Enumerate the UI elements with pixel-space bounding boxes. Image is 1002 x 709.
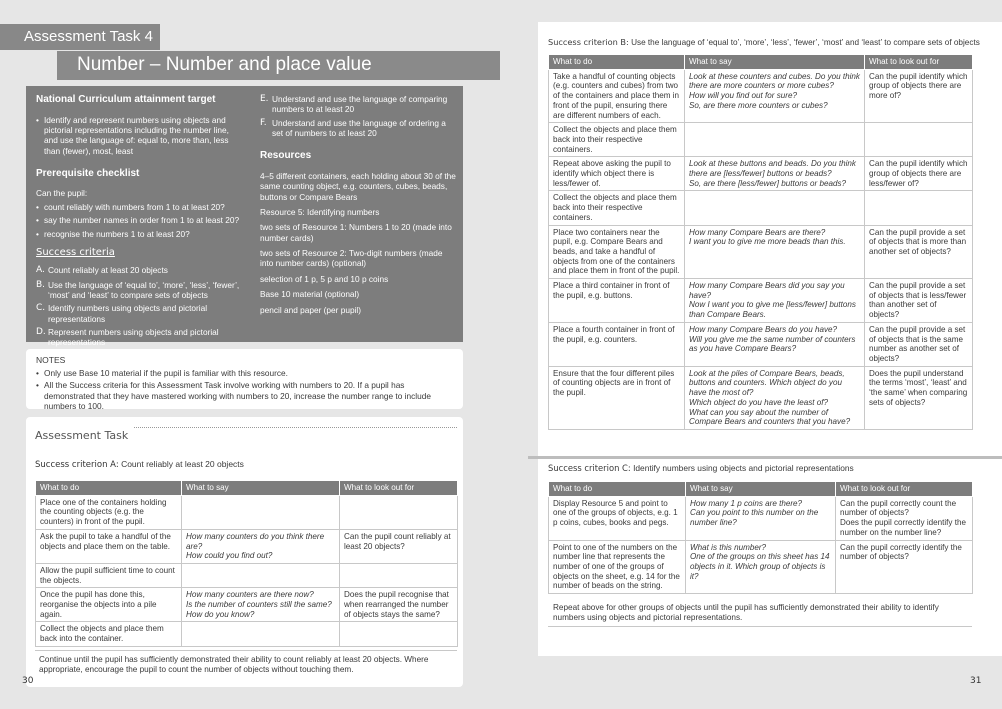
success-item-f: F. Understand and use the language of ordering a set of numbers to at least 20 — [260, 117, 446, 139]
footer-rule — [548, 626, 972, 627]
left-page — [0, 0, 500, 709]
resource-item: selection of 1 p, 5 p and 10 p coins — [260, 273, 389, 284]
resource-item: pencil and paper (per pupil) — [260, 304, 362, 315]
resource-item: two sets of Resource 2: Two-digit numbers (made into number cards) (optional) — [260, 248, 443, 269]
section-divider — [528, 456, 1002, 459]
column-header: What to look out for — [836, 482, 973, 497]
assessment-task-box — [26, 417, 463, 687]
resource-item: two sets of Resource 1: Numbers 1 to 20 (made into number cards) — [260, 222, 452, 243]
table-row: Once the pupil has done this, reorganise the objects into a pile again. How many counters are there now? Is the number of counters still the same? How do you know? Does the pupil recognise that when rearranged the number of objects stays the same? — [36, 588, 458, 622]
table-row: Place one of the containers holding the counting objects (e.g. the counters) in front of the pupil. — [36, 495, 458, 529]
table-row: Collect the objects and place them back into their respective containers. — [549, 123, 973, 157]
column-header: What to do — [549, 55, 685, 70]
table-row: Ensure that the four different piles of counting objects are in front of the pupil. Look at the piles of Compare Bears, beads, buttons and counters. Which object do you have the most of? Which object do you have the least of? What can you say about the number of Compare Bears and counters that you have? Does the pupil understand the terms ‘most’, ‘least’ and ‘the same’ when comparing sets of objects? — [549, 366, 973, 429]
column-header: What to look out for — [340, 481, 458, 496]
table-row: Place a third container in front of the pupil, e.g. buttons. How many Compare Bears did you say you have? Now I want you to give me [less/fewer] buttons than Compare Bears. Can the pupil provide a set of objects that is less/fewer than another set of objects? — [549, 279, 973, 323]
info-panel — [26, 86, 463, 348]
criterion-a-footer: Continue until the pupil has sufficiently demonstrated their ability to count reliably at least 20 objects. Where appropriate, encourage the pupil to count the number of objects without touching them. — [39, 655, 429, 675]
criterion-c-line: Success criterion C: Identify numbers using objects and pictorial representations — [548, 463, 854, 473]
page-title: Number – Number and place value — [57, 51, 500, 80]
table-row: Ask the pupil to take a handful of the objects and place them on the table. How many counters do you think there are? How could you find out? Can the pupil count reliably at least 20 objects? — [36, 529, 458, 563]
criterion-c-footer: Repeat above for other groups of objects until the pupil has sufficiently demonstrated their ability to identify numbers using objects and pictorial representations. — [553, 603, 939, 623]
prereq-bullet: • count reliably with numbers from 1 to at least 20? — [36, 201, 225, 212]
notes-bullet: • Only use Base 10 material if the pupil is familiar with this resource. — [36, 368, 288, 379]
resources-heading: Resources — [260, 150, 312, 162]
criterion-a-line: Success criterion A: Count reliably at least 20 objects — [35, 459, 244, 470]
criterion-c-table — [548, 481, 973, 594]
table-row: Repeat above asking the pupil to identify which object there is less/fewer of. Look at these buttons and beads. Do you think there are [less/fewer] buttons or beads? So, are there [less/fewer] buttons or beads? Can the pupil identify which group of objects there are less/fewer of? — [549, 157, 973, 191]
resource-item: Base 10 material (optional) — [260, 289, 360, 300]
prereq-bullet: • say the number names in order from 1 to at least 20? — [36, 215, 240, 226]
notes-box — [26, 349, 463, 412]
page-number-left: 30 — [22, 676, 34, 686]
success-item-c: C. Identify numbers using objects and pictorial representations — [36, 303, 208, 324]
nc-heading: National Curriculum attainment target — [36, 94, 216, 105]
prereq-bullet: • recognise the numbers 1 to at least 20? — [36, 228, 190, 239]
column-header: What to do — [549, 482, 686, 497]
criterion-b-line: Success criterion B: Use the language of ‘equal to’, ‘more’, ‘less’, ‘fewer’, ‘most’ and ‘least’ to compare sets of objects — [548, 37, 980, 47]
column-header: What to say — [182, 481, 340, 496]
column-header: What to look out for — [865, 55, 973, 70]
notes-heading: NOTES — [36, 355, 66, 365]
resource-item: 4–5 different containers, each holding about 30 of the same counting object, e.g. counters, cubes, beads, buttons or Compare Bears — [260, 170, 456, 202]
table-row: Point to one of the numbers on the number line that represents the number of one of the groups of objects on the sheet, e.g. 14 for the number of beads on the string. What is this number? One of the groups on this sheet has 14 objects in it. Which group of objects is it? Can the pupil correctly identify the number of objects? — [549, 540, 973, 594]
column-header: What to say — [685, 55, 865, 70]
resource-item: Resource 5: Identifying numbers — [260, 207, 380, 218]
success-criteria-heading: Success criteria — [36, 246, 115, 258]
table-row: Place a fourth container in front of the pupil, e.g. counters. How many Compare Bears do you have? Will you give me the same number of counters as you have Compare Bears? Can the pupil provide a set of objects that is the same number as another set of objects? — [549, 322, 973, 366]
right-page — [508, 0, 1002, 709]
dotted-divider — [134, 427, 457, 428]
column-header: What to say — [686, 482, 836, 497]
assessment-task-tab: Assessment Task 4 — [0, 24, 160, 50]
table-row: Collect the objects and place them back into the container. — [36, 622, 458, 646]
table-row: Collect the objects and place them back into their respective containers. — [549, 191, 973, 225]
table-row: Take a handful of counting objects (e.g. counters and cubes) from two of the containers and place them in front of the pupil, ensuring there are different numbers of each. Look at these counters and cubes. Do you think there are more counters or more cubes? How will you find out for sure? So, are there more counters or cubes? Can the pupil identify which group of objects there are more of? — [549, 69, 973, 123]
table-row: Allow the pupil sufficient time to count the objects. — [36, 563, 458, 587]
success-item-e: E. Understand and use the language of comparing numbers to at least 20 — [260, 94, 448, 115]
prereq-heading: Prerequisite checklist — [36, 167, 140, 179]
notes-bullet: • All the Success criteria for this Assessment Task involve working with numbers to 20. If a pupil has demonstrated that they have mastered working with numbers to 20, increase the number range to include numbers to 100. — [36, 379, 431, 412]
criterion-b-table — [548, 54, 973, 430]
page-number-right: 31 — [970, 676, 982, 686]
table-row: Place two containers near the pupil, e.g. Compare Bears and beads, and take a handful of objects from one of the containers and place them in front of the pupil. How many Compare Bears are there? I want you to give me more beads than this. Can the pupil provide a set of objects that is more than another set of objects? — [549, 225, 973, 279]
column-header: What to do — [36, 481, 182, 496]
success-item-b: B. Use the language of ‘equal to’, ‘more’, ‘less’, ‘fewer’, ‘most’ and ‘least’ to compare sets of objects — [36, 279, 240, 300]
criterion-a-table — [35, 480, 458, 647]
success-item-d: D. Represent numbers using objects and pictorial representations — [36, 327, 219, 348]
success-item-a: A. Count reliably at least 20 objects — [36, 265, 168, 276]
prereq-intro: Can the pupil: — [36, 188, 88, 199]
footer-rule — [35, 650, 457, 651]
info-left-column — [36, 94, 244, 351]
assessment-task-heading: Assessment Task — [35, 429, 129, 442]
nc-bullet: • Identify and represent numbers using objects and pictorial representations including the number line, and use the language of: equal to, more than, less than (fewer), most, least — [36, 114, 229, 156]
table-row: Display Resource 5 and point to one of the groups of objects, e.g. 1 p coins, cubes, books and pegs. How many 1 p coins are there? Can you point to this number on the number line? Can the pupil correctly count the number of objects? Does the pupil correctly identify the number on the number line? — [549, 496, 973, 540]
info-right-column — [260, 94, 458, 320]
